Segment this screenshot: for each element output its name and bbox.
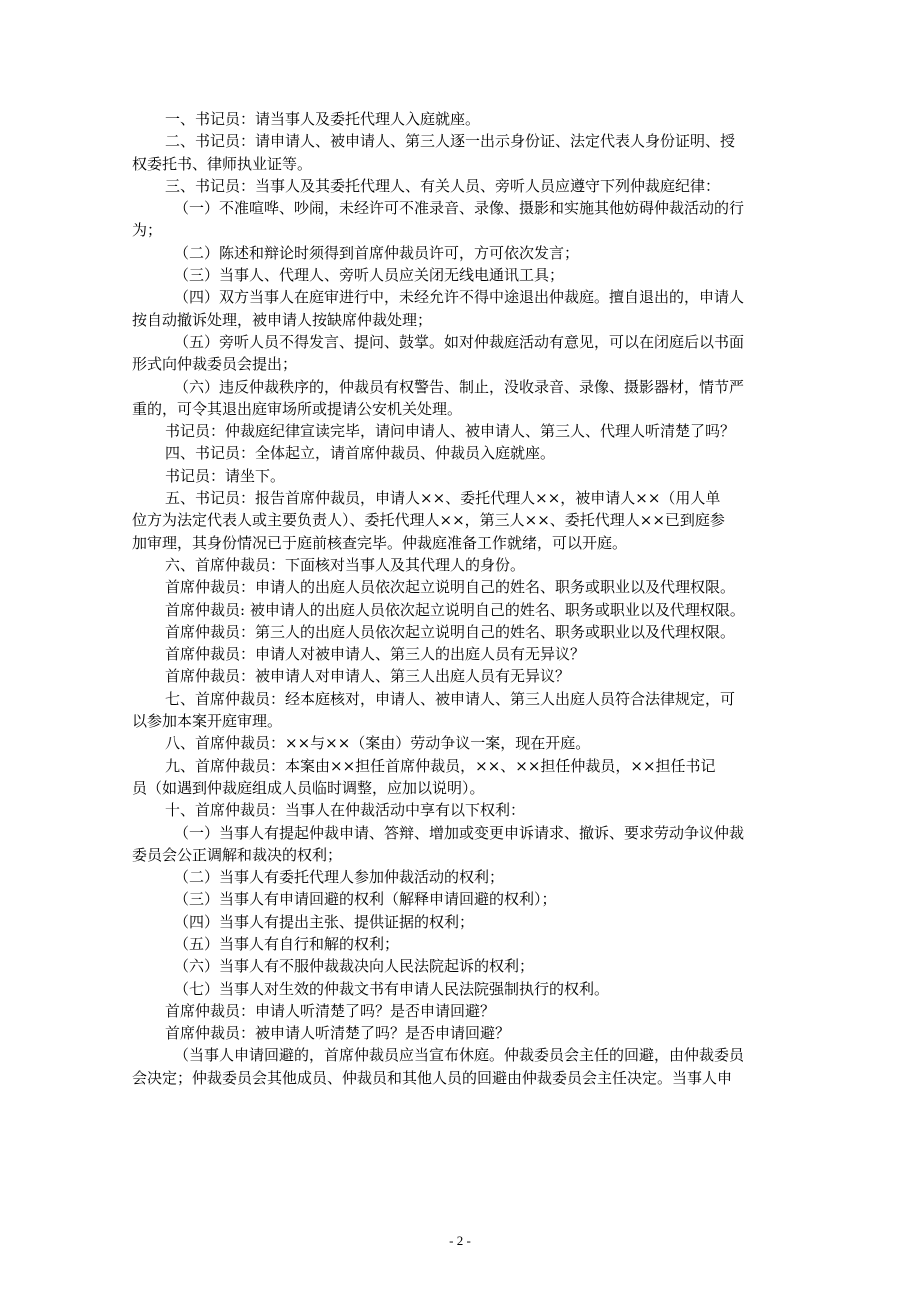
text-line: 一、书记员：请当事人及委托代理人入庭就座。 [165,110,481,128]
text-line: （一）当事人有提起仲裁申请、答辩、增加或变更申诉请求、撤诉、要求劳动争议仲裁 [174,823,745,842]
text-line: （四）双方当事人在庭审进行中，未经允许不得中途退出仲裁庭。擅自退出的，申请人 [174,288,745,307]
paragraph [0,911,920,933]
paragraph [0,955,920,977]
text-line: 三、书记员：当事人及其委托代理人、有关人员、旁听人员应遵守下列仲裁庭纪律： [165,176,721,195]
text-line: 十、首席仲裁员：当事人在仲裁活动中享有以下权利： [165,801,526,820]
text-line: （五）当事人有自行和解的权利； [174,934,400,953]
paragraph [0,487,920,554]
text-line: 首席仲裁员：第三人的出庭人员依次起立说明自己的姓名、职务或职业以及代理权限。 [165,622,736,641]
text-line: 形式向仲裁委员会提出； [132,355,298,374]
text-line: 二、书记员：请申请人、被申请人、第三人逐一出示身份证、法定代表人身份证明、授 [165,132,736,151]
paragraph [0,799,920,821]
text-line: 加审理，其身份情况已于庭前核查完毕。仲裁庭准备工作就绪，可以开庭。 [132,533,628,552]
paragraph [0,286,920,331]
paragraph [0,866,920,888]
page-number: - 2 - [449,1233,471,1248]
paragraph [0,108,920,130]
text-line: 七、首席仲裁员：经本庭核对，申请人、被申请人、第三人出庭人员符合法律规定，可 [165,689,736,708]
text-line: 按自动撤诉处理，被申请人按缺席仲裁处理； [132,310,433,329]
text-line: 六、首席仲裁员：下面核对当事人及其代理人的身份。 [165,555,526,574]
paragraph [0,1044,920,1089]
text-line: （当事人申请回避的，首席仲裁员应当宣布休庭。仲裁委员会主任的回避，由仲裁委员 [174,1046,745,1065]
text-line: 位方为法定代表人或主要负责人）、委托代理人××，第三人××、委托代理人××已到庭参 [132,511,725,530]
text-line: （六）当事人有不服仲裁裁决向人民法院起诉的权利； [174,957,535,976]
paragraph [0,420,920,442]
text-line: 首席仲裁员: 被申请人的出庭人员依次起立说明自己的姓名、职务或职业以及代理权限。 [165,600,745,619]
paragraph [0,621,920,643]
paragraph [0,175,920,197]
paragraph [0,130,920,175]
text-line: （四）当事人有提出主张、提供证据的权利； [174,912,475,931]
text-line: 八、首席仲裁员：××与××（案由）劳动争议一案，现在开庭。 [165,734,591,753]
paragraph [0,554,920,576]
text-line: （七）当事人对生效的仲裁文书有申请人民法院强制执行的权利。 [174,979,610,998]
text-line: 为； [132,221,163,240]
paragraph [0,822,920,867]
text-line: 五、书记员：报告首席仲裁员，申请人××、委托代理人××，被申请人××（用人单 [165,489,721,508]
text-line: 权委托书、律师执业证等。 [132,154,313,173]
text-line: （一）不准喧哗、吵闹，未经许可不准录音、录像、摄影和实施其他妨碍仲裁活动的行 [174,199,745,218]
paragraph [0,978,920,1000]
text-line: 首席仲裁员：申请人的出庭人员依次起立说明自己的姓名、职务或职业以及代理权限。 [165,578,736,597]
paragraph [0,264,920,286]
text-line: 首席仲裁员：申请人对被申请人、第三人的出庭人员有无异议？ [165,645,586,664]
text-line: 书记员：请坐下。 [165,466,286,485]
paragraph [0,755,920,800]
paragraph [0,576,920,598]
text-line: （六）违反仲裁秩序的，仲裁员有权警告、制止，没收录音、录像、摄影器材，情节严 [174,377,745,396]
text-line: （三）当事人有申请回避的权利（解释申请回避的权利）； [174,890,557,909]
text-line: （二）当事人有委托代理人参加仲裁活动的权利； [174,868,505,887]
text-line: 会决定；仲裁委员会其他成员、仲裁员和其他人员的回避由仲裁委员会主任决定。当事人申 [132,1068,733,1087]
paragraph [0,465,920,487]
paragraph [0,197,920,242]
paragraph [0,888,920,910]
paragraph [0,376,920,421]
paragraph [0,688,920,733]
paragraph [0,599,920,621]
paragraph [0,331,920,376]
paragraph [0,665,920,687]
paragraph [0,643,920,665]
text-line: 九、首席仲裁员：本案由××担任首席仲裁员，××、××担任仲裁员，××担任书记 [165,756,716,775]
text-line: 书记员：仲裁庭纪律宣读完毕，请问申请人、被申请人、第三人、代理人听清楚了吗？ [165,422,736,441]
paragraph [0,732,920,754]
text-line: （二）陈述和辩论时须得到首席仲裁员许可，方可依次发言； [174,243,580,262]
paragraph [0,933,920,955]
text-line: 员（如遇到仲裁庭组成人员临时调整，应加以说明）。 [132,778,485,797]
text-line: 以参加本案开庭审理。 [132,712,283,731]
text-line: 首席仲裁员：申请人听清楚了吗？是否申请回避？ [165,1001,496,1020]
paragraph [0,1022,920,1044]
text-line: 委员会公正调解和裁决的权利； [132,845,343,864]
text-line: 首席仲裁员：被申请人听清楚了吗？是否申请回避？ [165,1024,511,1043]
text-line: 四、书记员：全体起立，请首席仲裁员、仲裁员入庭就座。 [165,444,556,463]
paragraph [0,242,920,264]
text-line: （三）当事人、代理人、旁听人员应关闭无线电通讯工具； [174,266,565,285]
paragraph [0,442,920,464]
paragraph [0,1000,920,1022]
text-line: （五）旁听人员不得发言、提问、鼓掌。如对仲裁庭活动有意见，可以在闭庭后以书面 [174,332,745,351]
document-body [0,108,920,1089]
text-line: 重的，可令其退出庭审场所或提请公安机关处理。 [132,399,463,418]
text-line: 首席仲裁员：被申请人对申请人、第三人出庭人员有无异议？ [165,667,571,686]
